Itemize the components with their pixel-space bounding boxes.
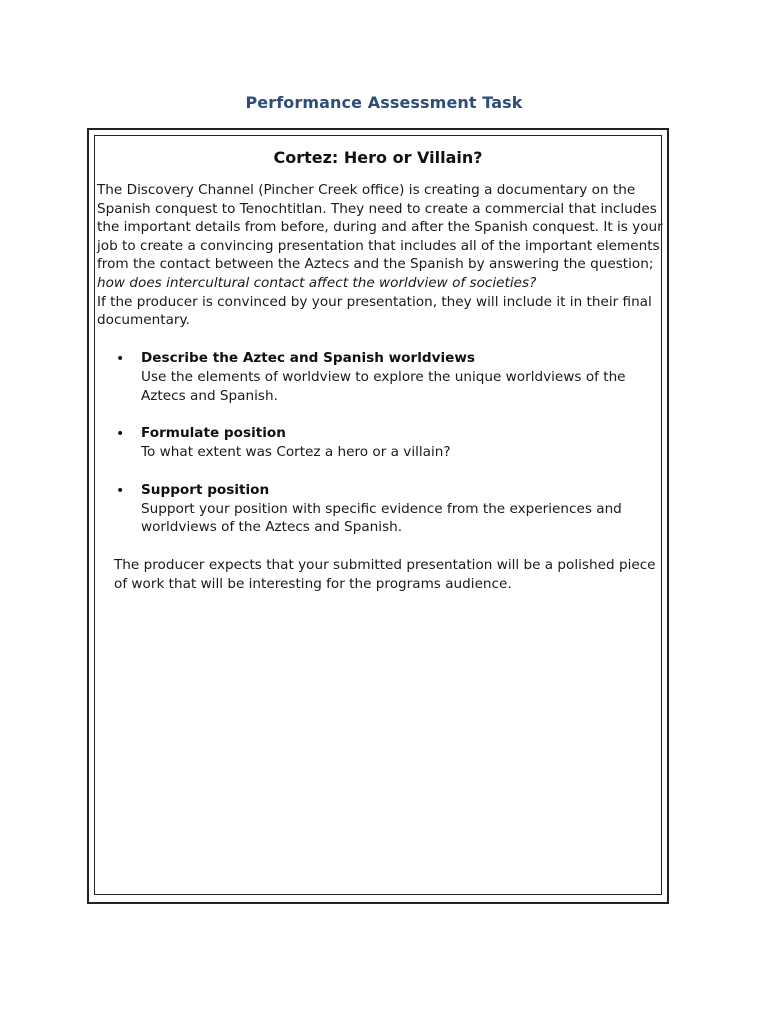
closing-line: The producer expects that your submitted presentation will be a polished piece [114, 557, 656, 573]
guiding-question: how does intercultural contact affect the worldview of societies? [97, 274, 537, 291]
step-description-line: worldviews of the Aztecs and Spanish. [141, 519, 403, 536]
intro-line: Spanish conquest to Tenochtitlan. They need to create a commercial that includes [97, 200, 657, 217]
intro-line: documentary. [97, 312, 190, 329]
closing-paragraph [114, 556, 654, 594]
intro-line: from the contact between the Aztecs and the Spanish by answering the question; [97, 256, 654, 273]
bullet-icon: • [116, 351, 125, 367]
list-item-describe-worldviews [113, 349, 653, 405]
task-title: Cortez: Hero or Villain? [273, 148, 483, 167]
step-description [141, 443, 653, 462]
list-item-formulate-position [113, 424, 653, 462]
step-description [141, 500, 653, 537]
step-description-line: Use the elements of worldview to explore the unique worldviews of the [141, 369, 626, 385]
step-description-line: To what extent was Cortez a hero or a villain? [141, 444, 451, 461]
page-heading: Performance Assessment Task [245, 93, 523, 112]
step-description [141, 368, 653, 405]
step-description-line: Aztecs and Spanish. [141, 387, 278, 404]
step-description-line: Support your position with specific evidence from the experiences and [141, 500, 622, 517]
step-heading: Formulate position [141, 425, 286, 442]
intro-paragraph [97, 181, 663, 330]
intro-line: If the producer is convinced by your presentation, they will include it in their final [97, 293, 652, 310]
bullet-icon: • [116, 482, 125, 499]
intro-line: job to create a convincing presentation that includes all of the important elements [97, 237, 660, 254]
intro-line: the important details from before, during and after the Spanish conquest. It is your [97, 219, 663, 236]
step-heading: Describe the Aztec and Spanish worldviews [141, 350, 475, 366]
step-heading: Support position [141, 481, 270, 498]
list-item-support-position [113, 481, 653, 537]
task-steps-list [113, 349, 653, 556]
closing-line: of work that will be interesting for the programs audience. [114, 576, 512, 592]
bullet-icon: • [116, 426, 125, 443]
intro-line: The Discovery Channel (Pincher Creek office) is creating a documentary on the [97, 182, 636, 198]
